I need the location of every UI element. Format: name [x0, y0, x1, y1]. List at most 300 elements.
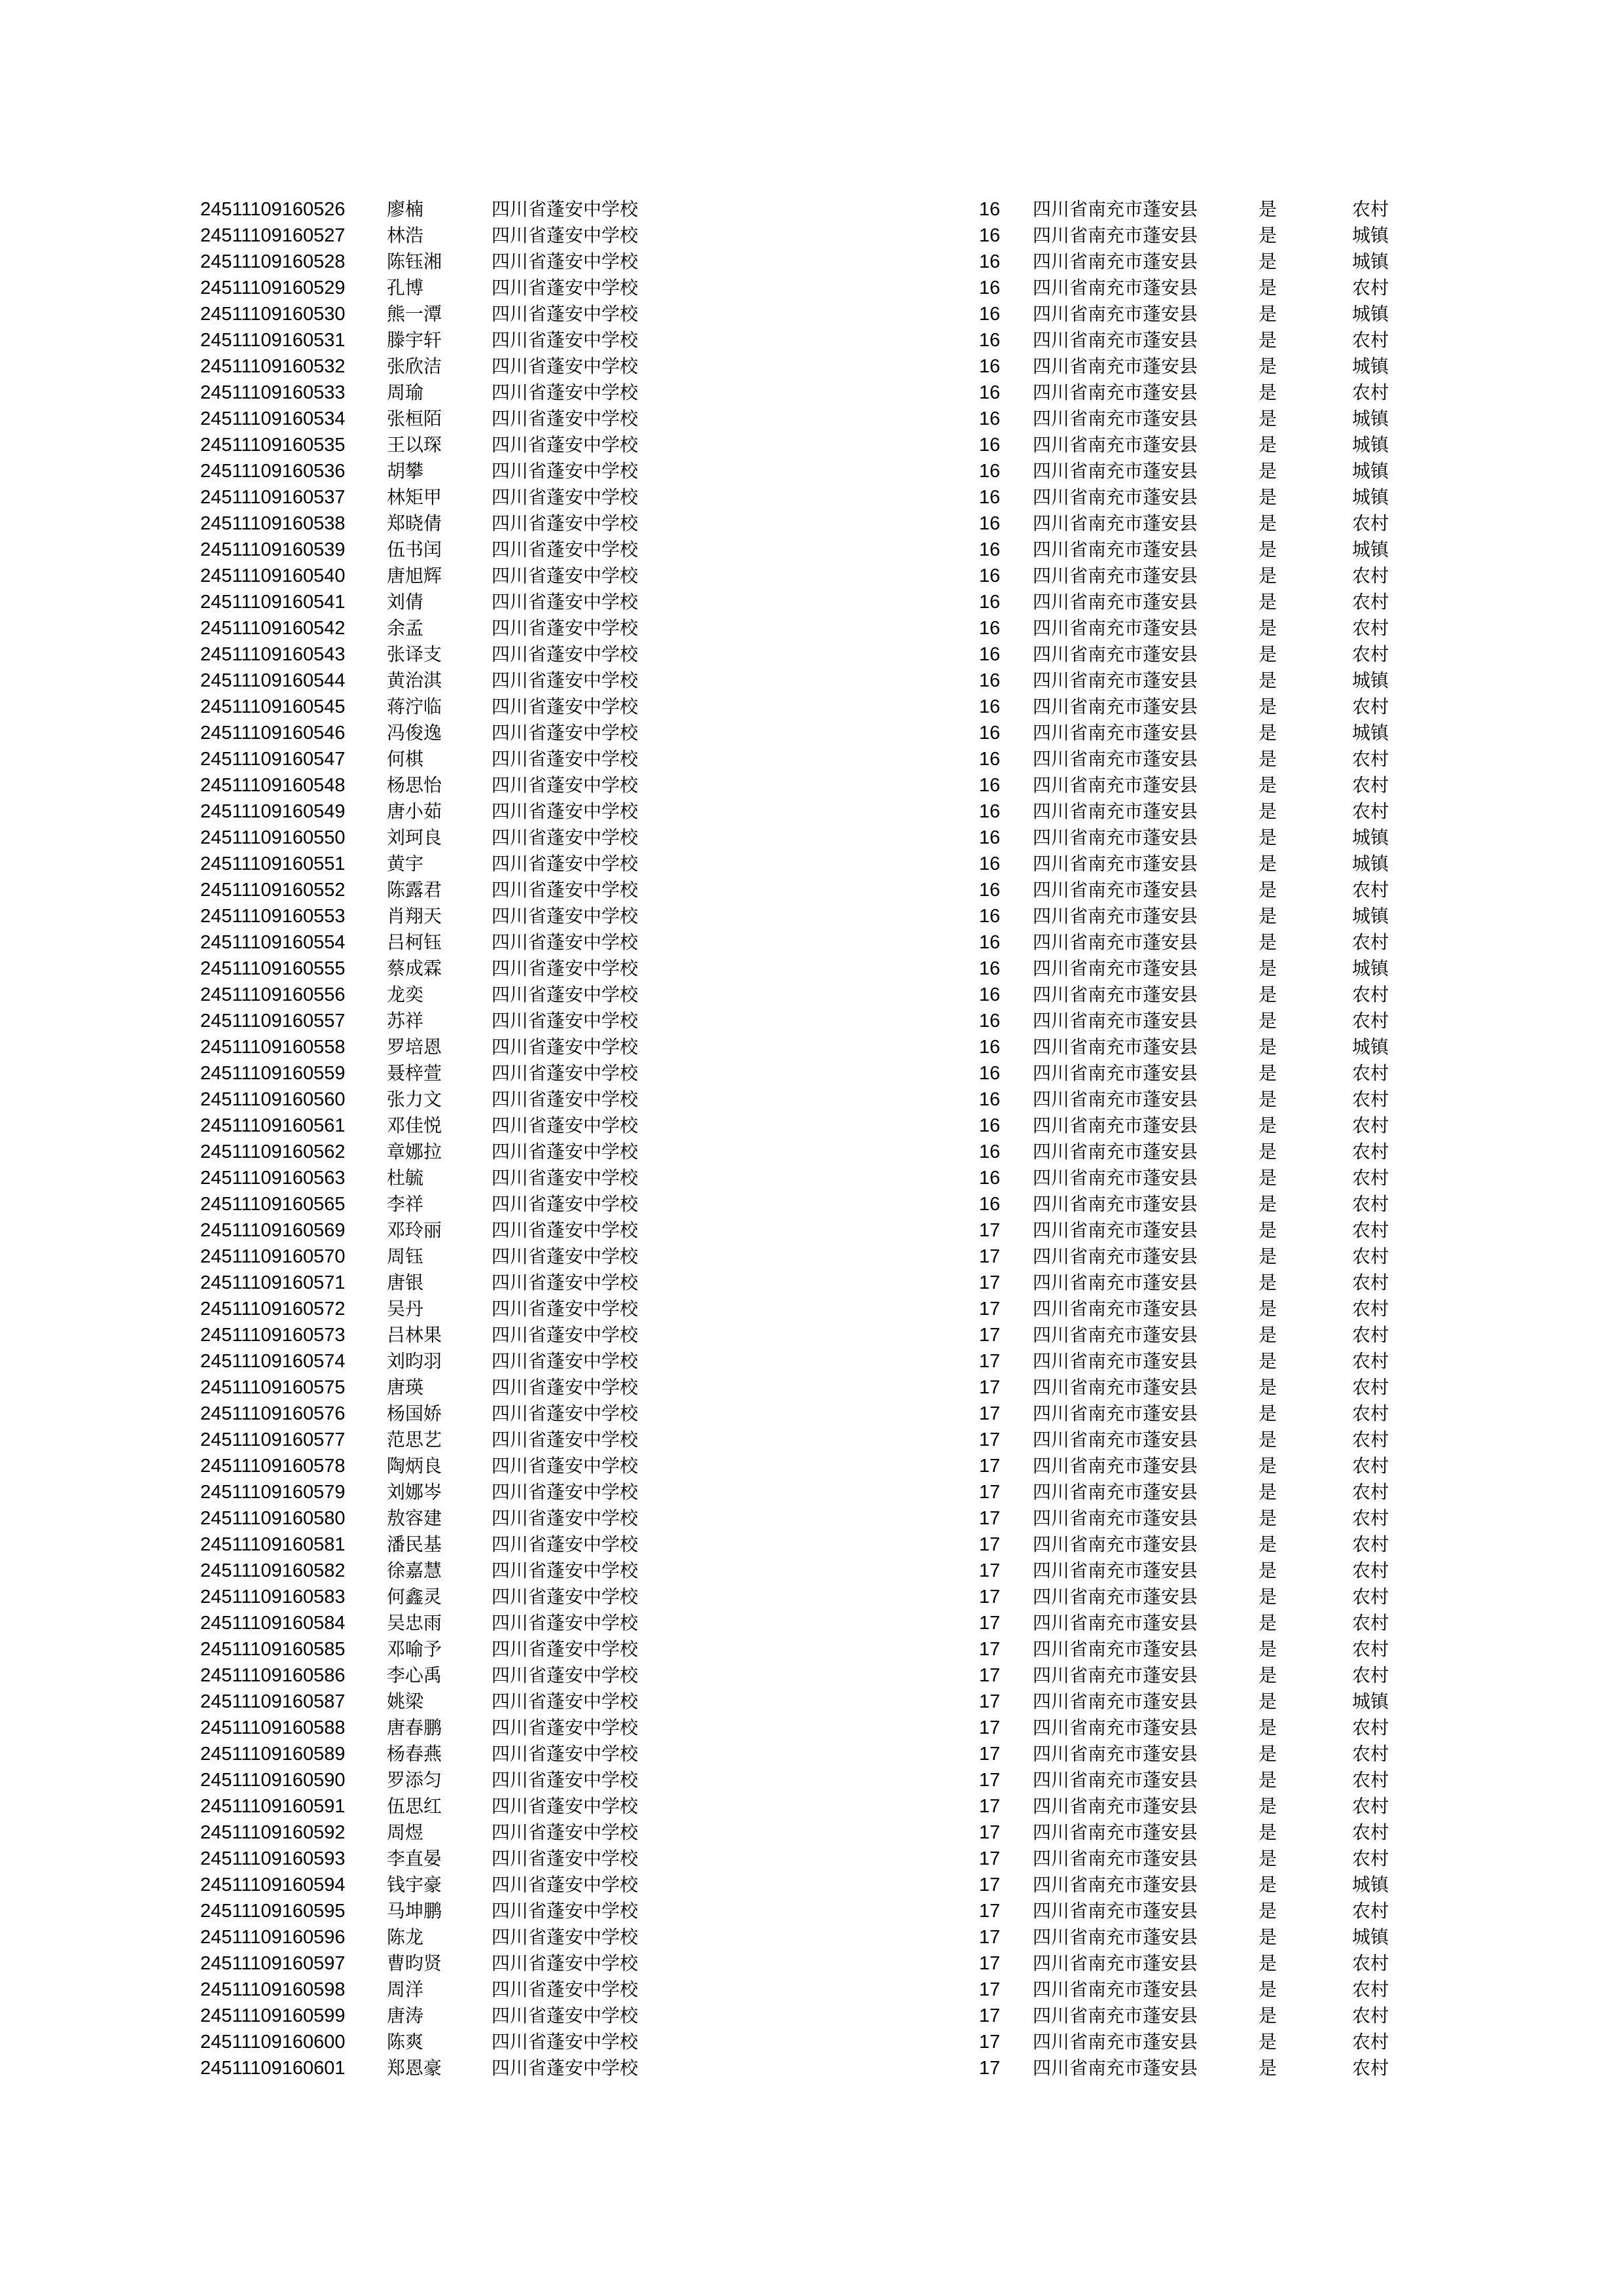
- table-row: [200, 327, 1431, 353]
- class-code-cell: 16: [979, 1089, 1001, 1110]
- student-name-cell: 敖容建: [387, 1507, 442, 1529]
- flag-cell: 是: [1258, 1324, 1277, 1346]
- region-cell: 四川省南充市蓬安县: [1033, 958, 1198, 979]
- student-id-cell: 24511109160569: [200, 1220, 346, 1241]
- student-name-cell: 李祥: [387, 1193, 424, 1215]
- class-code-cell: 16: [979, 775, 1001, 796]
- region-cell: 四川省南充市蓬安县: [1033, 329, 1198, 351]
- region-cell: 四川省南充市蓬安县: [1033, 1664, 1198, 1686]
- student-name-cell: 郑晓倩: [387, 512, 442, 534]
- residence-type-cell: 农村: [1352, 591, 1389, 613]
- table-row: [200, 903, 1431, 929]
- student-id-cell: 24511109160578: [200, 1456, 346, 1477]
- school-cell: 四川省蓬安中学校: [491, 1062, 639, 1084]
- residence-type-cell: 城镇: [1352, 539, 1389, 560]
- school-cell: 四川省蓬安中学校: [491, 774, 639, 796]
- table-row: [200, 380, 1431, 406]
- class-code-cell: 16: [979, 696, 1001, 717]
- table-row: [200, 2055, 1431, 2081]
- flag-cell: 是: [1258, 277, 1277, 298]
- table-row: [200, 641, 1431, 668]
- table-row: [200, 1872, 1431, 1898]
- residence-type-cell: 农村: [1352, 1246, 1389, 1267]
- student-id-cell: 24511109160547: [200, 749, 346, 770]
- flag-cell: 是: [1258, 1560, 1277, 1581]
- flag-cell: 是: [1258, 408, 1277, 429]
- region-cell: 四川省南充市蓬安县: [1033, 1560, 1198, 1581]
- class-code-cell: 16: [979, 1011, 1001, 1031]
- class-code-cell: 16: [979, 827, 1001, 848]
- student-roster-table: [200, 196, 1431, 2081]
- flag-cell: 是: [1258, 224, 1277, 246]
- class-code-cell: 17: [979, 1377, 1001, 1398]
- class-code-cell: 16: [979, 435, 1001, 456]
- residence-type-cell: 农村: [1352, 1717, 1389, 1738]
- flag-cell: 是: [1258, 696, 1277, 717]
- student-name-cell: 吕柯钰: [387, 931, 442, 953]
- class-code-cell: 17: [979, 1587, 1001, 1607]
- region-cell: 四川省南充市蓬安县: [1033, 1455, 1198, 1477]
- table-row: [200, 1244, 1431, 1270]
- class-code-cell: 17: [979, 1560, 1001, 1581]
- table-row: [200, 694, 1431, 720]
- flag-cell: 是: [1258, 1586, 1277, 1607]
- table-row: [200, 825, 1431, 851]
- region-cell: 四川省南充市蓬安县: [1033, 931, 1198, 953]
- class-code-cell: 17: [979, 1901, 1001, 1922]
- school-cell: 四川省蓬安中学校: [491, 1560, 639, 1581]
- student-name-cell: 苏祥: [387, 1010, 424, 1031]
- residence-type-cell: 农村: [1352, 1219, 1389, 1241]
- class-code-cell: 17: [979, 1744, 1001, 1765]
- school-cell: 四川省蓬安中学校: [491, 1403, 639, 1424]
- flag-cell: 是: [1258, 617, 1277, 639]
- student-id-cell: 24511109160531: [200, 330, 346, 351]
- school-cell: 四川省蓬安中学校: [491, 931, 639, 953]
- student-id-cell: 24511109160588: [200, 1717, 346, 1738]
- student-id-cell: 24511109160539: [200, 539, 346, 560]
- student-id-cell: 24511109160586: [200, 1665, 346, 1686]
- student-id-cell: 24511109160552: [200, 880, 346, 901]
- student-name-cell: 徐嘉慧: [387, 1560, 442, 1581]
- class-code-cell: 17: [979, 1351, 1001, 1372]
- student-id-cell: 24511109160579: [200, 1482, 346, 1503]
- class-code-cell: 16: [979, 984, 1001, 1005]
- region-cell: 四川省南充市蓬安县: [1033, 460, 1198, 482]
- region-cell: 四川省南充市蓬安县: [1033, 1900, 1198, 1922]
- class-code-cell: 16: [979, 1194, 1001, 1215]
- residence-type-cell: 农村: [1352, 1481, 1389, 1503]
- school-cell: 四川省蓬安中学校: [491, 1376, 639, 1398]
- table-row: [200, 196, 1431, 223]
- flag-cell: 是: [1258, 434, 1277, 456]
- school-cell: 四川省蓬安中学校: [491, 512, 639, 534]
- flag-cell: 是: [1258, 539, 1277, 560]
- table-row: [200, 1034, 1431, 1060]
- student-id-cell: 24511109160593: [200, 1848, 346, 1869]
- student-name-cell: 邓玲丽: [387, 1219, 442, 1241]
- student-name-cell: 黄宇: [387, 853, 424, 874]
- student-id-cell: 24511109160541: [200, 592, 346, 613]
- class-code-cell: 16: [979, 592, 1001, 613]
- class-code-cell: 16: [979, 330, 1001, 351]
- student-name-cell: 钱宇豪: [387, 1874, 442, 1895]
- flag-cell: 是: [1258, 905, 1277, 927]
- student-name-cell: 罗添匀: [387, 1769, 442, 1791]
- student-id-cell: 24511109160598: [200, 1979, 346, 2000]
- flag-cell: 是: [1258, 1062, 1277, 1084]
- residence-type-cell: 农村: [1352, 1298, 1389, 1319]
- residence-type-cell: 农村: [1352, 1769, 1389, 1791]
- residence-type-cell: 农村: [1352, 774, 1389, 796]
- student-name-cell: 张欣洁: [387, 355, 442, 377]
- table-row: [200, 1296, 1431, 1322]
- region-cell: 四川省南充市蓬安县: [1033, 984, 1198, 1005]
- flag-cell: 是: [1258, 1534, 1277, 1555]
- table-row: [200, 1453, 1431, 1479]
- region-cell: 四川省南充市蓬安县: [1033, 1481, 1198, 1503]
- school-cell: 四川省蓬安中学校: [491, 1481, 639, 1503]
- region-cell: 四川省南充市蓬安县: [1033, 1403, 1198, 1424]
- student-id-cell: 24511109160570: [200, 1246, 346, 1267]
- student-name-cell: 杜毓: [387, 1167, 424, 1189]
- residence-type-cell: 城镇: [1352, 670, 1389, 691]
- table-row: [200, 1479, 1431, 1505]
- region-cell: 四川省南充市蓬安县: [1033, 198, 1198, 220]
- region-cell: 四川省南充市蓬安县: [1033, 565, 1198, 586]
- flag-cell: 是: [1258, 1638, 1277, 1660]
- region-cell: 四川省南充市蓬安县: [1033, 1507, 1198, 1529]
- flag-cell: 是: [1258, 1979, 1277, 2000]
- student-name-cell: 何棋: [387, 748, 424, 770]
- school-cell: 四川省蓬安中学校: [491, 1088, 639, 1110]
- flag-cell: 是: [1258, 198, 1277, 220]
- residence-type-cell: 农村: [1352, 1455, 1389, 1477]
- region-cell: 四川省南充市蓬安县: [1033, 1429, 1198, 1450]
- residence-type-cell: 农村: [1352, 1115, 1389, 1136]
- table-row: [200, 1558, 1431, 1584]
- table-row: [200, 2003, 1431, 2029]
- table-row: [200, 432, 1431, 458]
- residence-type-cell: 城镇: [1352, 303, 1389, 325]
- student-id-cell: 24511109160534: [200, 408, 346, 429]
- table-row: [200, 1689, 1431, 1715]
- flag-cell: 是: [1258, 1874, 1277, 1895]
- flag-cell: 是: [1258, 748, 1277, 770]
- student-name-cell: 伍思红: [387, 1795, 442, 1817]
- student-id-cell: 24511109160585: [200, 1639, 346, 1660]
- school-cell: 四川省蓬安中学校: [491, 1507, 639, 1529]
- region-cell: 四川省南充市蓬安县: [1033, 1848, 1198, 1869]
- region-cell: 四川省南充市蓬安县: [1033, 224, 1198, 246]
- region-cell: 四川省南充市蓬安县: [1033, 643, 1198, 665]
- region-cell: 四川省南充市蓬安县: [1033, 1167, 1198, 1189]
- student-id-cell: 24511109160583: [200, 1587, 346, 1607]
- table-row: [200, 615, 1431, 641]
- residence-type-cell: 农村: [1352, 277, 1389, 298]
- flag-cell: 是: [1258, 1481, 1277, 1503]
- student-id-cell: 24511109160557: [200, 1011, 346, 1031]
- student-id-cell: 24511109160580: [200, 1508, 346, 1529]
- flag-cell: 是: [1258, 1298, 1277, 1319]
- flag-cell: 是: [1258, 303, 1277, 325]
- student-name-cell: 林浩: [387, 224, 424, 246]
- student-id-cell: 24511109160546: [200, 723, 346, 744]
- flag-cell: 是: [1258, 1900, 1277, 1922]
- school-cell: 四川省蓬安中学校: [491, 1638, 639, 1660]
- school-cell: 四川省蓬安中学校: [491, 1298, 639, 1319]
- class-code-cell: 16: [979, 487, 1001, 508]
- residence-type-cell: 城镇: [1352, 1691, 1389, 1712]
- residence-type-cell: 农村: [1352, 643, 1389, 665]
- class-code-cell: 16: [979, 278, 1001, 298]
- student-id-cell: 24511109160532: [200, 356, 346, 377]
- region-cell: 四川省南充市蓬安县: [1033, 670, 1198, 691]
- table-row: [200, 589, 1431, 615]
- table-row: [200, 1610, 1431, 1636]
- student-name-cell: 陈龙: [387, 1926, 424, 1948]
- class-code-cell: 17: [979, 2005, 1001, 2026]
- class-code-cell: 16: [979, 880, 1001, 901]
- student-name-cell: 邓喻予: [387, 1638, 442, 1660]
- residence-type-cell: 城镇: [1352, 827, 1389, 848]
- student-id-cell: 24511109160587: [200, 1691, 346, 1712]
- school-cell: 四川省蓬安中学校: [491, 696, 639, 717]
- residence-type-cell: 农村: [1352, 198, 1389, 220]
- school-cell: 四川省蓬安中学校: [491, 1534, 639, 1555]
- student-id-cell: 24511109160544: [200, 670, 346, 691]
- residence-type-cell: 农村: [1352, 1586, 1389, 1607]
- region-cell: 四川省南充市蓬安县: [1033, 2031, 1198, 2053]
- student-name-cell: 姚梁: [387, 1691, 424, 1712]
- student-id-cell: 24511109160548: [200, 775, 346, 796]
- student-id-cell: 24511109160600: [200, 2032, 346, 2053]
- residence-type-cell: 城镇: [1352, 224, 1389, 246]
- school-cell: 四川省蓬安中学校: [491, 1612, 639, 1634]
- table-row: [200, 1715, 1431, 1741]
- school-cell: 四川省蓬安中学校: [491, 827, 639, 848]
- student-name-cell: 张力文: [387, 1088, 442, 1110]
- table-row: [200, 1924, 1431, 1950]
- region-cell: 四川省南充市蓬安县: [1033, 2057, 1198, 2079]
- class-code-cell: 17: [979, 1927, 1001, 1948]
- region-cell: 四川省南充市蓬安县: [1033, 277, 1198, 298]
- region-cell: 四川省南充市蓬安县: [1033, 1193, 1198, 1215]
- student-name-cell: 杨春燕: [387, 1743, 442, 1765]
- region-cell: 四川省南充市蓬安县: [1033, 617, 1198, 639]
- region-cell: 四川省南充市蓬安县: [1033, 1638, 1198, 1660]
- student-id-cell: 24511109160595: [200, 1901, 346, 1922]
- class-code-cell: 17: [979, 1848, 1001, 1869]
- student-id-cell: 24511109160551: [200, 853, 346, 874]
- class-code-cell: 16: [979, 408, 1001, 429]
- region-cell: 四川省南充市蓬安县: [1033, 1691, 1198, 1712]
- student-id-cell: 24511109160543: [200, 644, 346, 665]
- table-row: [200, 2029, 1431, 2055]
- class-code-cell: 17: [979, 1639, 1001, 1660]
- residence-type-cell: 城镇: [1352, 905, 1389, 927]
- table-row: [200, 511, 1431, 537]
- student-id-cell: 24511109160577: [200, 1429, 346, 1450]
- flag-cell: 是: [1258, 774, 1277, 796]
- school-cell: 四川省蓬安中学校: [491, 1821, 639, 1843]
- student-id-cell: 24511109160581: [200, 1534, 346, 1555]
- student-name-cell: 刘娜岑: [387, 1481, 442, 1503]
- residence-type-cell: 农村: [1352, 1821, 1389, 1843]
- school-cell: 四川省蓬安中学校: [491, 251, 639, 272]
- student-id-cell: 24511109160558: [200, 1037, 346, 1058]
- region-cell: 四川省南充市蓬安县: [1033, 539, 1198, 560]
- table-row: [200, 563, 1431, 589]
- student-name-cell: 邓佳悦: [387, 1115, 442, 1136]
- flag-cell: 是: [1258, 800, 1277, 822]
- table-row: [200, 1767, 1431, 1793]
- class-code-cell: 17: [979, 1482, 1001, 1503]
- flag-cell: 是: [1258, 643, 1277, 665]
- region-cell: 四川省南充市蓬安县: [1033, 1350, 1198, 1372]
- student-name-cell: 刘倩: [387, 591, 424, 613]
- school-cell: 四川省蓬安中学校: [491, 1219, 639, 1241]
- residence-type-cell: 农村: [1352, 931, 1389, 953]
- school-cell: 四川省蓬安中学校: [491, 617, 639, 639]
- student-name-cell: 郑恩豪: [387, 2057, 442, 2079]
- student-id-cell: 24511109160582: [200, 1560, 346, 1581]
- residence-type-cell: 农村: [1352, 2057, 1389, 2079]
- class-code-cell: 17: [979, 1246, 1001, 1267]
- school-cell: 四川省蓬安中学校: [491, 434, 639, 456]
- school-cell: 四川省蓬安中学校: [491, 2031, 639, 2053]
- student-name-cell: 肖翔天: [387, 905, 442, 927]
- class-code-cell: 17: [979, 2032, 1001, 2053]
- table-row: [200, 1086, 1431, 1113]
- class-code-cell: 16: [979, 906, 1001, 927]
- student-name-cell: 周煜: [387, 1821, 424, 1843]
- region-cell: 四川省南充市蓬安县: [1033, 853, 1198, 874]
- table-row: [200, 1532, 1431, 1558]
- region-cell: 四川省南充市蓬安县: [1033, 1246, 1198, 1267]
- residence-type-cell: 农村: [1352, 1324, 1389, 1346]
- class-code-cell: 17: [979, 2058, 1001, 2079]
- residence-type-cell: 城镇: [1352, 1036, 1389, 1058]
- table-row: [200, 484, 1431, 511]
- student-name-cell: 廖楠: [387, 198, 424, 220]
- class-code-cell: 17: [979, 1717, 1001, 1738]
- student-id-cell: 24511109160571: [200, 1272, 346, 1293]
- residence-type-cell: 农村: [1352, 1141, 1389, 1162]
- student-name-cell: 陈爽: [387, 2031, 424, 2053]
- table-row: [200, 1584, 1431, 1610]
- table-row: [200, 1322, 1431, 1348]
- table-row: [200, 1270, 1431, 1296]
- region-cell: 四川省南充市蓬安县: [1033, 591, 1198, 613]
- class-code-cell: 16: [979, 801, 1001, 822]
- table-row: [200, 275, 1431, 301]
- table-row: [200, 223, 1431, 249]
- school-cell: 四川省蓬安中学校: [491, 1691, 639, 1712]
- table-row: [200, 929, 1431, 956]
- class-code-cell: 16: [979, 644, 1001, 665]
- school-cell: 四川省蓬安中学校: [491, 2057, 639, 2079]
- student-name-cell: 冯俊逸: [387, 722, 442, 744]
- student-id-cell: 24511109160538: [200, 513, 346, 534]
- residence-type-cell: 农村: [1352, 1560, 1389, 1581]
- table-row: [200, 982, 1431, 1008]
- class-code-cell: 16: [979, 1063, 1001, 1084]
- school-cell: 四川省蓬安中学校: [491, 1141, 639, 1162]
- student-id-cell: 24511109160555: [200, 958, 346, 979]
- region-cell: 四川省南充市蓬安县: [1033, 800, 1198, 822]
- student-name-cell: 吕林果: [387, 1324, 442, 1346]
- student-id-cell: 24511109160590: [200, 1770, 346, 1791]
- student-id-cell: 24511109160550: [200, 827, 346, 848]
- flag-cell: 是: [1258, 931, 1277, 953]
- student-name-cell: 罗培恩: [387, 1036, 442, 1058]
- flag-cell: 是: [1258, 1507, 1277, 1529]
- school-cell: 四川省蓬安中学校: [491, 958, 639, 979]
- region-cell: 四川省南充市蓬安县: [1033, 1036, 1198, 1058]
- region-cell: 四川省南充市蓬安县: [1033, 1795, 1198, 1817]
- residence-type-cell: 农村: [1352, 1403, 1389, 1424]
- table-row: [200, 668, 1431, 694]
- student-name-cell: 刘昀羽: [387, 1350, 442, 1372]
- residence-type-cell: 农村: [1352, 1612, 1389, 1634]
- class-code-cell: 16: [979, 958, 1001, 979]
- student-id-cell: 24511109160562: [200, 1141, 346, 1162]
- residence-type-cell: 城镇: [1352, 355, 1389, 377]
- table-row: [200, 1977, 1431, 2003]
- flag-cell: 是: [1258, 591, 1277, 613]
- student-id-cell: 24511109160573: [200, 1325, 346, 1346]
- school-cell: 四川省蓬安中学校: [491, 1743, 639, 1765]
- residence-type-cell: 农村: [1352, 329, 1389, 351]
- region-cell: 四川省南充市蓬安县: [1033, 434, 1198, 456]
- residence-type-cell: 农村: [1352, 1979, 1389, 2000]
- school-cell: 四川省蓬安中学校: [491, 2005, 639, 2026]
- school-cell: 四川省蓬安中学校: [491, 1350, 639, 1372]
- residence-type-cell: 农村: [1352, 1848, 1389, 1869]
- flag-cell: 是: [1258, 984, 1277, 1005]
- school-cell: 四川省蓬安中学校: [491, 591, 639, 613]
- flag-cell: 是: [1258, 1272, 1277, 1293]
- class-code-cell: 17: [979, 1979, 1001, 2000]
- school-cell: 四川省蓬安中学校: [491, 853, 639, 874]
- residence-type-cell: 城镇: [1352, 958, 1389, 979]
- student-name-cell: 张桓陌: [387, 408, 442, 429]
- school-cell: 四川省蓬安中学校: [491, 643, 639, 665]
- flag-cell: 是: [1258, 1246, 1277, 1267]
- student-name-cell: 陈钰湘: [387, 251, 442, 272]
- student-name-cell: 吴忠雨: [387, 1612, 442, 1634]
- class-code-cell: 16: [979, 382, 1001, 403]
- table-row: [200, 458, 1431, 484]
- class-code-cell: 16: [979, 1115, 1001, 1136]
- school-cell: 四川省蓬安中学校: [491, 670, 639, 691]
- table-row: [200, 301, 1431, 327]
- student-id-cell: 24511109160589: [200, 1744, 346, 1765]
- region-cell: 四川省南充市蓬安县: [1033, 1717, 1198, 1738]
- region-cell: 四川省南充市蓬安县: [1033, 879, 1198, 901]
- school-cell: 四川省蓬安中学校: [491, 879, 639, 901]
- table-row: [200, 1060, 1431, 1086]
- student-name-cell: 唐小茹: [387, 800, 442, 822]
- student-name-cell: 唐春鹏: [387, 1717, 442, 1738]
- school-cell: 四川省蓬安中学校: [491, 1874, 639, 1895]
- class-code-cell: 17: [979, 1456, 1001, 1477]
- school-cell: 四川省蓬安中学校: [491, 905, 639, 927]
- flag-cell: 是: [1258, 1088, 1277, 1110]
- class-code-cell: 17: [979, 1665, 1001, 1686]
- student-id-cell: 24511109160549: [200, 801, 346, 822]
